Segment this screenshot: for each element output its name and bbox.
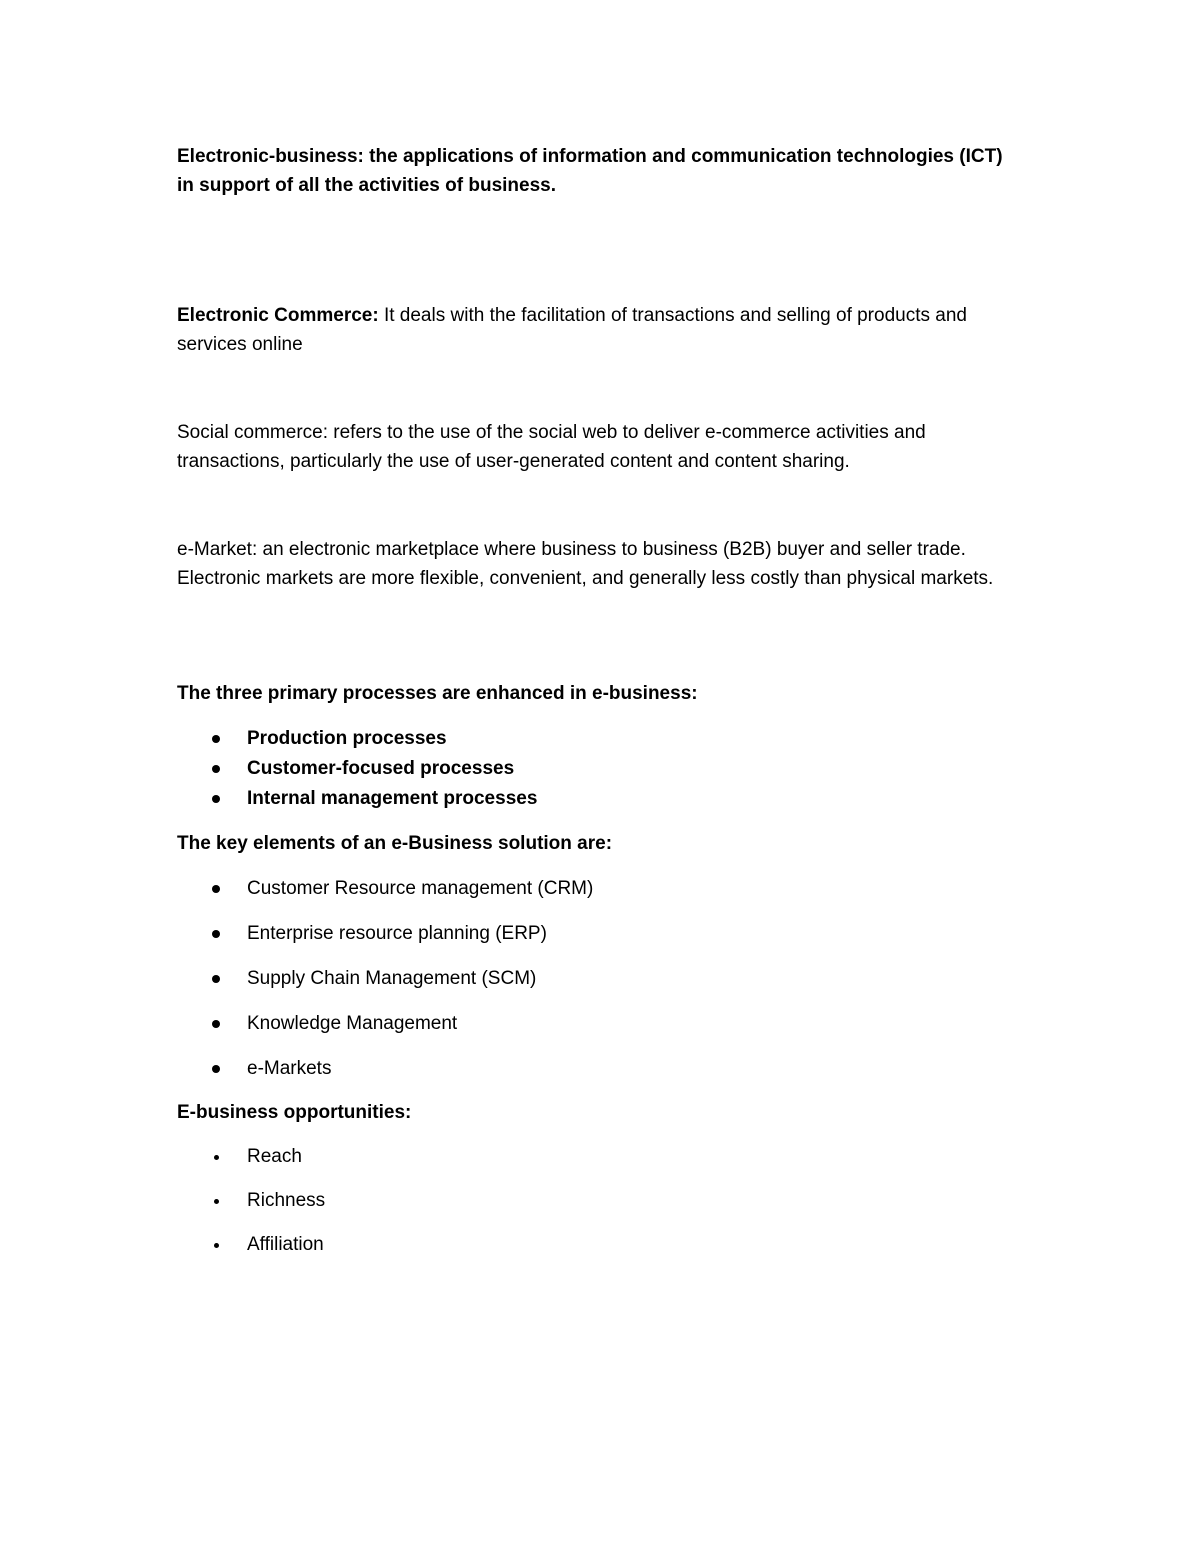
emarket-definition: e-Market: an electronic marketplace where business to business (B2B) buyer and seller trade. Electronic markets are more flexible, convenient, and generally less costly than physical markets. xyxy=(177,539,994,589)
ebusiness-definition xyxy=(177,142,1017,200)
key-elements-list xyxy=(177,874,593,1099)
list-item: Reach xyxy=(177,1142,325,1186)
bullet-icon xyxy=(212,885,220,893)
processes-list xyxy=(177,724,537,814)
bullet-icon xyxy=(212,765,220,773)
processes-heading: The three primary processes are enhanced in e-business: xyxy=(177,683,698,704)
bullet-icon xyxy=(214,1199,219,1204)
list-item: Richness xyxy=(177,1186,325,1230)
list-item: Production processes xyxy=(177,724,537,754)
ecommerce-term: Electronic Commerce: xyxy=(177,305,379,326)
list-item: Affiliation xyxy=(177,1230,325,1274)
opportunities-list xyxy=(177,1142,325,1274)
bullet-icon xyxy=(214,1155,219,1160)
key-elements-heading: The key elements of an e-Business solution are: xyxy=(177,833,613,854)
list-item: e-Markets xyxy=(177,1054,593,1099)
bullet-icon xyxy=(212,1020,220,1028)
list-item: Knowledge Management xyxy=(177,1009,593,1054)
list-item: Supply Chain Management (SCM) xyxy=(177,964,593,1009)
list-item: Customer Resource management (CRM) xyxy=(177,874,593,919)
list-item: Internal management processes xyxy=(177,784,537,814)
ebusiness-term: Electronic-business: xyxy=(177,146,364,167)
list-item: Customer-focused processes xyxy=(177,754,537,784)
opportunities-heading: E-business opportunities: xyxy=(177,1102,412,1123)
bullet-icon xyxy=(212,735,220,743)
bullet-icon xyxy=(214,1243,219,1248)
bullet-icon xyxy=(212,930,220,938)
bullet-icon xyxy=(212,795,220,803)
ecommerce-definition xyxy=(177,301,1017,359)
bullet-icon xyxy=(212,1065,220,1073)
list-item: Enterprise resource planning (ERP) xyxy=(177,919,593,964)
social-commerce-definition: Social commerce: refers to the use of the social web to deliver e-commerce activities and transactions, particularly the use of user-generated content and content sharing. xyxy=(177,422,926,472)
bullet-icon xyxy=(212,975,220,983)
ecommerce-text: It deals with the facilitation of transactions and selling of products and services online xyxy=(177,305,967,355)
ebusiness-text: the applications of information and communication technologies (ICT) in support of all the activities of business. xyxy=(177,146,1003,196)
